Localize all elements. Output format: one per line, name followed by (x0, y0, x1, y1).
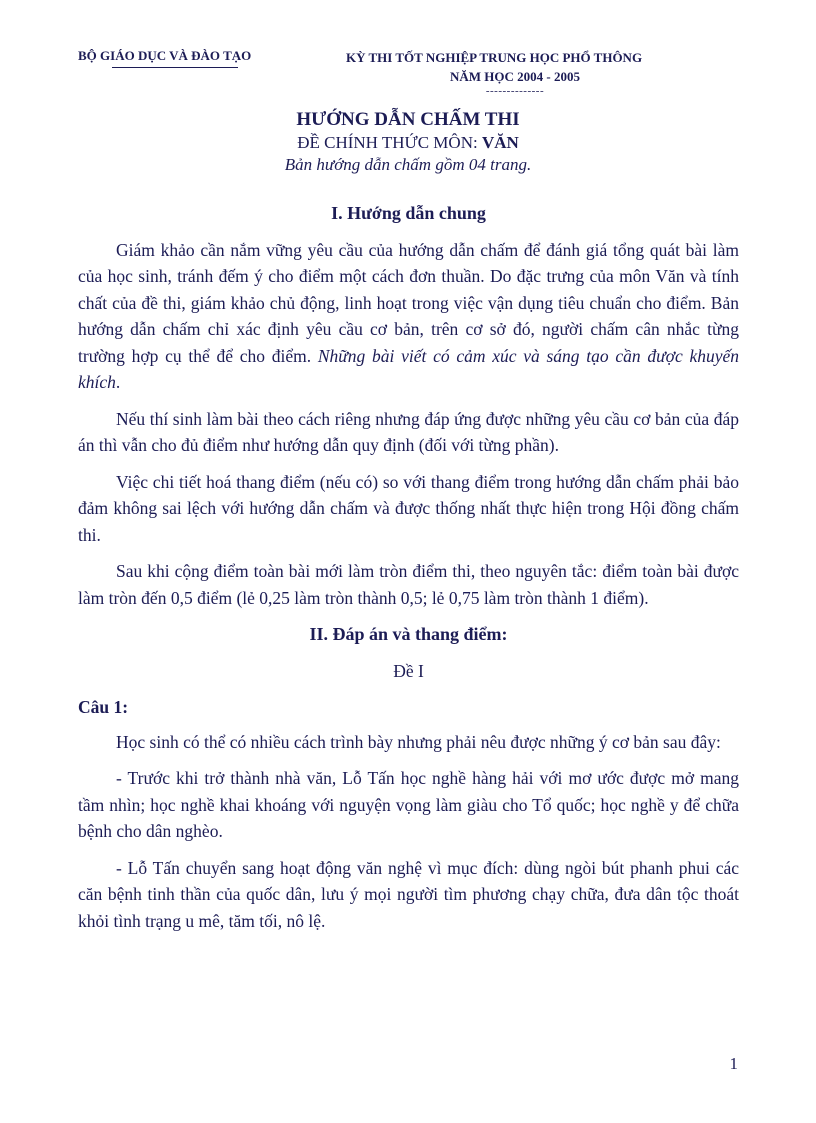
answer-point-2: - Lỗ Tấn chuyển sang hoạt động văn nghệ vì mục đích: dùng ngòi bút phanh phui các căn bệnh tinh thần của quốc dân, lưu ý mọi người tìm phương chạy chữa, đưa dân tộc thoát khỏi tình trạng u mê, tăm tối, nô lệ. (78, 857, 739, 931)
section-heading-answers: II. Đáp án và thang điểm: (309, 624, 508, 644)
paragraph-general-3: Việc chi tiết hoá thang điểm (nếu có) so với thang điểm trong hướng dẫn chấm phải bảo đảm không sai lệch với hướng dẫn chấm và được thống nhất thực hiện trong Hội đồng chấm thi. (78, 471, 739, 545)
paragraph-general-4: Sau khi cộng điểm toàn bài mới làm tròn điểm thi, theo nguyên tắc: điểm toàn bài được làm tròn đến 0,5 điểm (lẻ 0,25 làm tròn thành 0,5; lẻ 0,75 làm tròn thành 1 điểm). (78, 561, 739, 608)
ministry-name: BỘ GIÁO DỤC VÀ ĐÀO TẠO (78, 48, 252, 63)
page-number: 1 (729, 1054, 738, 1073)
paragraph-text: Giám khảo cần nắm vững yêu cầu của hướng dẫn chấm để đánh giá tổng quát bài làm của học sinh, tránh đếm ý cho điểm một cách đơn thuần. Do đặc trưng của môn Văn và tính chất của đề thi, giám khảo chủ động, linh hoạt trong việc vận dụng tiêu chuẩn cho điểm. Bản hướng dẫn chấm chỉ xác định yêu cầu cơ bản, trên cơ sở đó, người chấm cân nhắc từng trường hợp cụ thể để cho điểm. (78, 239, 739, 366)
title-block (0, 108, 816, 176)
page-title: HƯỚNG DẪN CHẤM THI (296, 109, 520, 130)
paragraph-general-1 (78, 237, 739, 396)
page-count-note: Bản hướng dẫn chấm gồm 04 trang. (284, 155, 532, 174)
exam-label: Đề I (393, 660, 424, 681)
question-intro: Học sinh có thể có nhiều cách trình bày nhưng phải nêu được những ý cơ bản sau đây: (116, 731, 721, 752)
ministry-underline (112, 67, 238, 68)
exam-name: KỲ THI TỐT NGHIỆP TRUNG HỌC PHỔ THÔNG (346, 50, 643, 65)
paragraph-emphasis: Những bài viết có cảm xúc và sáng tạo cần được khuyến khích (78, 345, 739, 392)
school-year: NĂM HỌC 2004 - 2005 (450, 69, 580, 84)
subject-name: VĂN (481, 133, 519, 152)
answer-point-1: - Trước khi trở thành nhà văn, Lỗ Tấn học nghề hàng hải với mơ ước được mở mang tầm nhìn; học nghề khai khoáng với nguyện vọng làm giàu cho Tổ quốc; học nghề y để chữa bệnh cho dân nghèo. (78, 768, 739, 841)
paragraph-end: . (115, 372, 121, 392)
section-heading-general: I. Hướng dẫn chung (331, 203, 486, 223)
document-body (78, 200, 739, 944)
exam-header (330, 48, 700, 96)
question-label: Câu 1: (78, 697, 129, 717)
subject-line (0, 132, 816, 154)
ministry-header (78, 48, 251, 68)
paragraph-general-2: Nếu thí sinh làm bài theo cách riêng nhưng đáp ứng được những yêu cầu cơ bản của đáp án thì vẫn cho đủ điểm như hướng dẫn quy định (đối với từng phần). (78, 408, 739, 455)
header-separator: -------------- (485, 85, 545, 97)
subject-prefix: ĐỀ CHÍNH THỨC MÔN: (297, 133, 482, 152)
